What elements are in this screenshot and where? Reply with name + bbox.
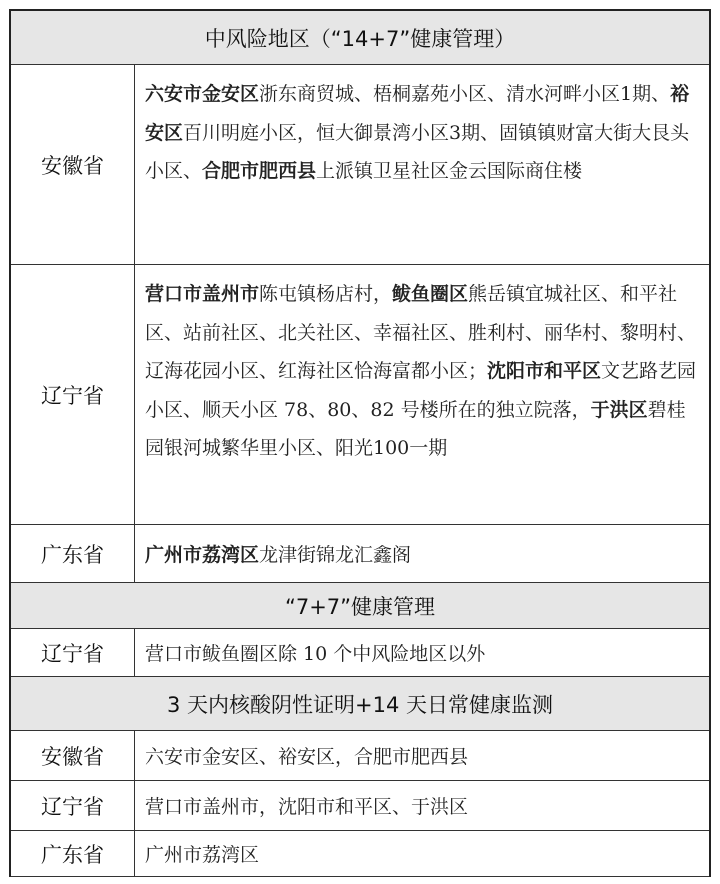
table-row bbox=[11, 831, 709, 877]
province-cell: 辽宁省 bbox=[11, 781, 135, 830]
province-cell: 辽宁省 bbox=[11, 629, 135, 676]
area-list-cell bbox=[135, 65, 709, 264]
area-list-cell: 广州市荔湾区 bbox=[145, 844, 260, 866]
table-row-guangdong-medium bbox=[11, 525, 709, 583]
area-text: 浙东商贸城、梧桐嘉苑小区、清水河畔小区1期、 bbox=[259, 83, 671, 105]
area-list-cell: 六安市金安区、裕安区，合肥市肥西县 bbox=[145, 746, 469, 768]
table-row bbox=[11, 781, 709, 831]
city-label: 六安市金安区 bbox=[145, 83, 260, 105]
province-cell: 广东省 bbox=[11, 525, 135, 582]
table-row bbox=[11, 731, 709, 781]
city-label: 营口市盖州市 bbox=[145, 283, 260, 305]
table-row-liaoning-77 bbox=[11, 629, 709, 677]
city-label: 沈阳市和平区 bbox=[487, 360, 602, 382]
area-text: 百川明庭小区，恒大御景湾小区3期、固镇镇财富大街大艮头小区、 bbox=[145, 121, 690, 182]
province-cell: 广东省 bbox=[11, 831, 135, 876]
province-cell: 辽宁省 bbox=[11, 265, 135, 524]
table-row-anhui-medium bbox=[11, 65, 709, 265]
province-cell: 安徽省 bbox=[11, 65, 135, 264]
section-title: 3 天内核酸阴性证明+14 天日常健康监测 bbox=[166, 692, 554, 717]
district-label: 鲅鱼圈区 bbox=[392, 283, 469, 305]
area-text: 熊岳镇宜城社区、和平社区、站前社区、北关社区、幸福社区、胜利村、丽华村、黎明村、辽海花园小区、红海社区恰海富都小区； bbox=[145, 283, 697, 382]
section-title: 中风险地区（“14+7”健康管理） bbox=[204, 26, 516, 51]
city-label: 合肥市肥西县 bbox=[202, 160, 317, 182]
section-title: “7+7”健康管理 bbox=[284, 594, 436, 619]
section-header-seven-seven bbox=[11, 583, 709, 629]
area-text: 上派镇卫星社区金云国际商住楼 bbox=[316, 160, 583, 182]
province-cell: 安徽省 bbox=[11, 731, 135, 780]
area-list-cell: 营口市鲅鱼圈区除 10 个中风险地区以外 bbox=[145, 643, 486, 665]
area-text: 陈屯镇杨店村， bbox=[259, 283, 393, 305]
district-label: 于洪区 bbox=[590, 398, 648, 421]
area-list-cell bbox=[135, 525, 709, 582]
area-text: 文艺路艺园小区、顺天小区 78、80、82 号楼所在的独立院落， bbox=[145, 360, 697, 421]
district-label: 裕安区 bbox=[145, 83, 690, 144]
section-header-medium-risk bbox=[11, 11, 709, 65]
area-list-cell: 营口市盖州市，沈阳市和平区、于洪区 bbox=[145, 796, 469, 818]
area-list-cell bbox=[135, 265, 709, 524]
area-text: 龙津街锦龙汇鑫阁 bbox=[259, 544, 412, 566]
area-text: 碧桂园银河城繁华里小区、阳光100一期 bbox=[145, 398, 686, 459]
section-header-three-day bbox=[11, 677, 709, 731]
city-label: 广州市荔湾区 bbox=[145, 544, 260, 566]
risk-area-table bbox=[9, 9, 711, 877]
table-row-liaoning-medium bbox=[11, 265, 709, 525]
